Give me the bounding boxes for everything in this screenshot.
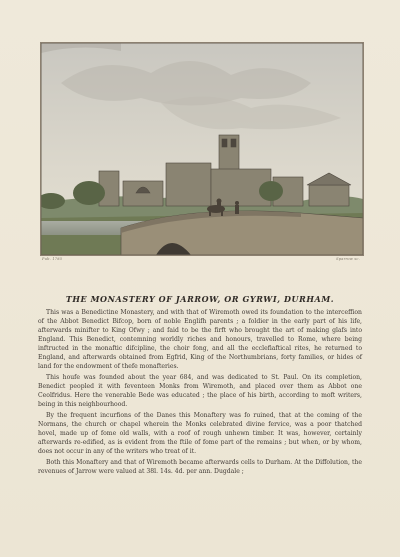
paragraph: This houfe was founded about the year 684, and was dedicated to St. Paul. On its completion, Benedict peopled it with feventeen Monks from Wiremoth, and placed over them as Abbot one Ceolfridus. Here the venerable Bede was educated ; the place of his birth, according to moft writers, being in this neighbourhood. [38,374,362,408]
engraving-plate [40,42,364,256]
plate-caption-left: Pub. 1785 [42,257,63,261]
paragraph: By the frequent incurfions of the Danes this Monaftery was fo ruined, that at the coming of the Normans, the church or chapel wherein the Monks celebrated divine fervice, was a poor thatched hovel, made up of fome old walls, with a roof of rough unhewn timber. It was, however, certainly afterwards re-edified, as is evident from the ftile of fome part of the remains ; but when, or by whom, does not occur in any of the writers who treat of it. [38,412,362,455]
plate-caption-right: Sparrow sc. [336,257,360,261]
article-body [38,308,362,478]
engraving-illustration [41,43,363,255]
paragraph: Both this Monaftery and that of Wiremoth became afterwards cells to Durham. At the Diffolution, the revenues of Jarrow were valued at 38l. 14s. 4d. per ann. Dugdale ; [38,459,362,475]
paragraph: This was a Benedictine Monastery, and with that of Wiremoth owed its foundation to the interceffion of the Abbot Benedict Bifcop, born of noble Englifh parents ; a foldier in the early part of his life, afterwards minifter to King Ofwy ; and faid to be the firft who brought the art of making glafs into England. This Benedict, contemning worldly riches and honours, travelled to Rome, where being inftructed in the monaftic difcipline, the choir fong, and all the ecclefiaftical rites, he returned to England, and afterwards obtained from Egfrid, King of the Northumbrians, forty families, or hides of land for the endowment of thefe monafteries. [38,309,362,370]
article-title: THE MONASTERY OF JARROW, OR GYRWI, DURHAM. [65,294,335,304]
